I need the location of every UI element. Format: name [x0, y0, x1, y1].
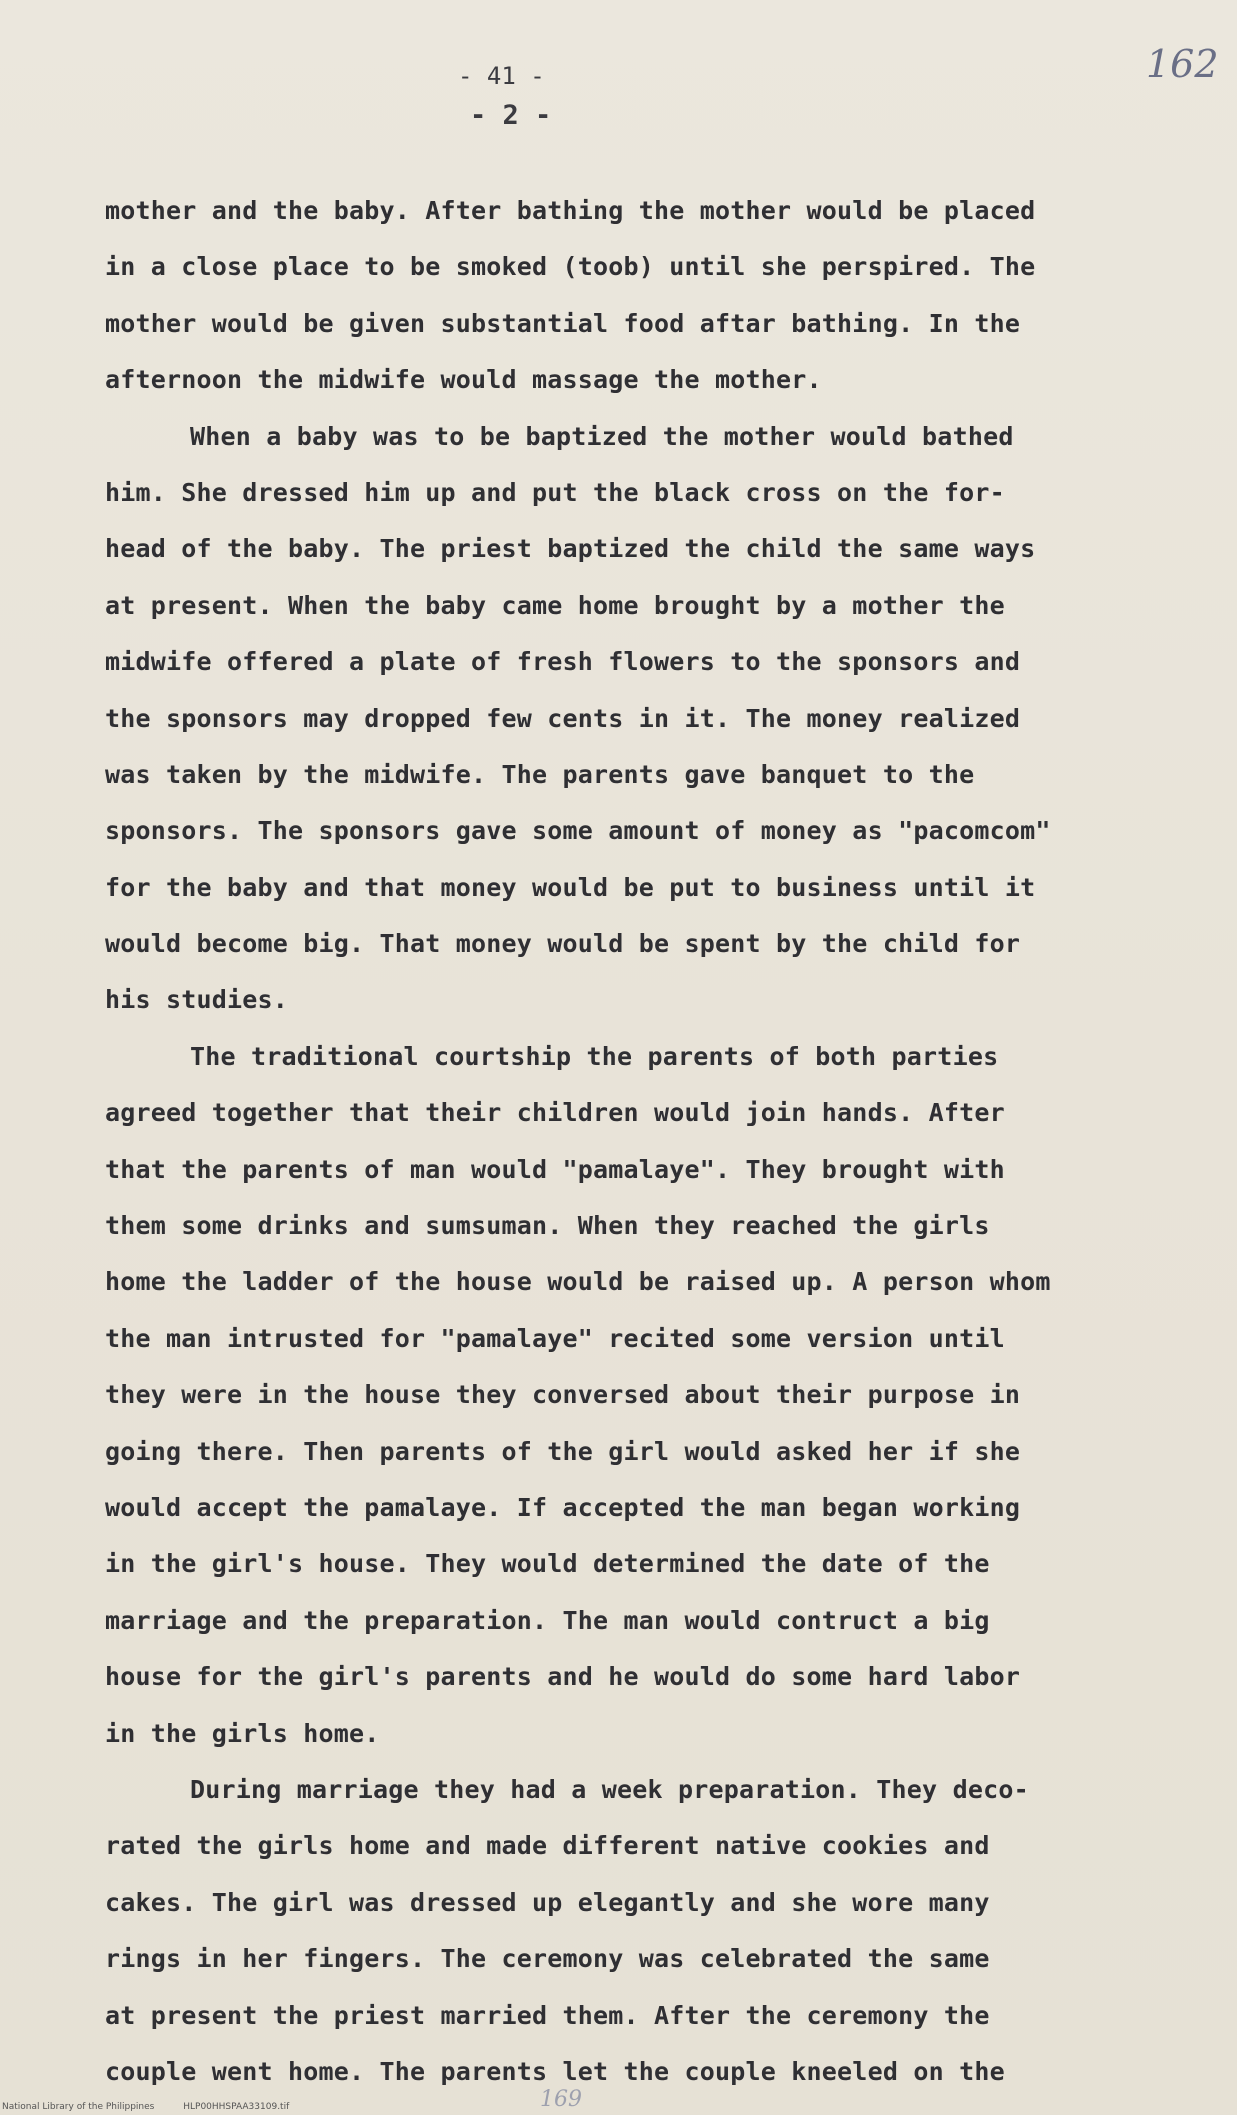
text-line: the man intrusted for "pamalaye" recited some version until — [105, 1323, 1005, 1353]
page-number-top: - 41 - — [458, 62, 545, 90]
text-line: house for the girl's parents and he would do some hard labor — [105, 1662, 1021, 1692]
footer-file: HLP00HHSPAA33109.tif — [183, 2102, 290, 2112]
text-line: them some drinks and sumsuman. When they reached the girls — [105, 1211, 990, 1241]
text-line: rings in her fingers. The ceremony was celebrated the same — [105, 1944, 990, 1974]
text-line: at present the priest married them. After the ceremony the — [105, 2000, 990, 2030]
text-line: going there. Then parents of the girl would asked her if she — [105, 1436, 1021, 1466]
text-line: cakes. The girl was dressed up elegantly and she wore many — [105, 1887, 990, 1917]
text-line: mother and the baby. After bathing the mother would be placed — [105, 196, 1036, 225]
footer-library: National Library of the Philippines — [2, 2102, 155, 2112]
text-line: When a baby was to be baptized the mother would bathed — [190, 421, 1014, 451]
text-line: rated the girls home and made different native cookies and — [105, 1831, 990, 1861]
text-line: that the parents of man would "pamalaye". They brought with — [105, 1154, 1005, 1184]
text-line: the sponsors may dropped few cents in it. The money realized — [105, 703, 1021, 733]
scan-footer — [2, 2102, 315, 2112]
text-line: mother would be given substantial food aftar bathing. In the — [105, 308, 1021, 338]
text-line: agreed together that their children would join hands. After — [105, 1098, 1005, 1128]
stamp-mark: 169 — [540, 2087, 582, 2112]
text-line: for the baby and that money would be put to business until it — [105, 872, 1036, 902]
text-line: would accept the pamalaye. If accepted the man began working — [105, 1492, 1021, 1522]
typed-body-text — [105, 183, 1185, 2100]
text-line: sponsors. The sponsors gave some amount of money as "pacomcom" — [105, 816, 1051, 846]
text-line: marriage and the preparation. The man would contruct a big — [105, 1605, 990, 1635]
text-line: in the girls home. — [105, 1718, 380, 1748]
text-line: couple went home. The parents let the couple kneeled on the — [105, 2056, 1005, 2086]
text-line: would become big. That money would be spent by the child for — [105, 929, 1021, 959]
text-line: head of the baby. The priest baptized the child the same ways — [105, 534, 1036, 564]
text-line: afternoon the midwife would massage the mother. — [105, 365, 822, 395]
text-line: The traditional courtship the parents of both parties — [190, 1041, 999, 1071]
text-line: at present. When the baby came home brought by a mother the — [105, 590, 1005, 620]
handwritten-page-number: 162 — [1146, 42, 1219, 86]
text-line: was taken by the midwife. The parents gave banquet to the — [105, 759, 975, 789]
text-line: him. She dressed him up and put the black cross on the for- — [105, 477, 1005, 507]
text-line: During marriage they had a week preparation. They deco- — [190, 1774, 1029, 1804]
text-line: in a close place to be smoked (toob) until she perspired. The — [105, 252, 1036, 282]
text-line: home the ladder of the house would be raised up. A person whom — [105, 1267, 1051, 1297]
text-line: his studies. — [105, 985, 289, 1015]
text-line: in the girl's house. They would determined the date of the — [105, 1549, 990, 1579]
page-number-typed: - 2 - — [470, 100, 552, 131]
text-line: they were in the house they conversed about their purpose in — [105, 1380, 1021, 1410]
text-line: midwife offered a plate of fresh flowers to the sponsors and — [105, 647, 1021, 677]
